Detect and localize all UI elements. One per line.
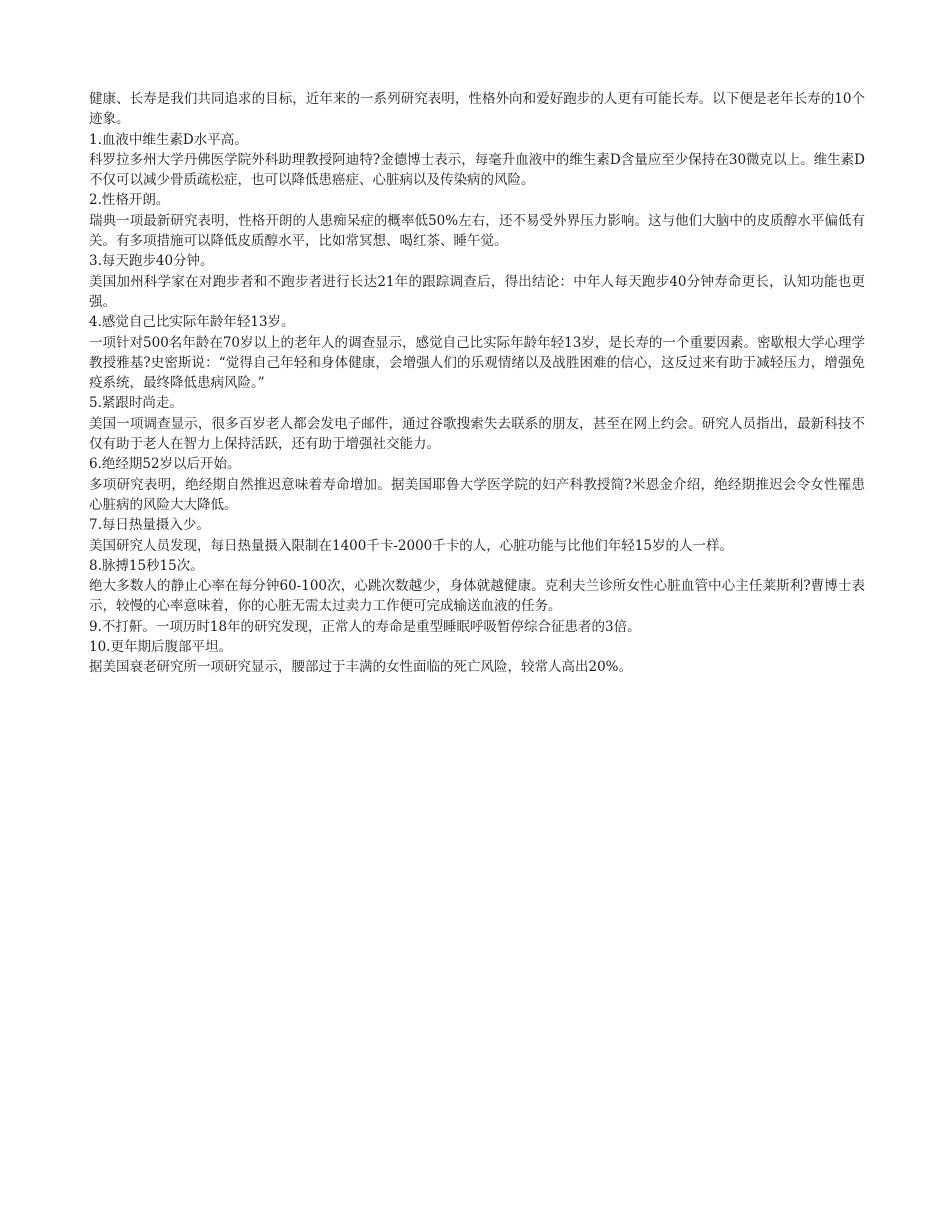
section-heading-1: 1.血液中维生素D水平高。 [89,131,248,148]
section-paragraph-7: 美国研究人员发现，每日热量摄入限制在1400千卡-2000千卡的人，心脏功能与比他们年轻15岁的人一样。 [89,537,733,554]
section-paragraph-6: 多项研究表明，绝经期自然推迟意味着寿命增加。据美国耶鲁大学医学院的妇产科教授简?米恩金介绍，绝经期推迟会令女性罹患心脏病的风险大大降低。 [89,476,865,513]
section-paragraph-2: 瑞典一项最新研究表明，性格开朗的人患痴呆症的概率低50%左右，还不易受外界压力影响。这与他们大脑中的皮质醇水平偏低有关。有多项措施可以降低皮质醇水平，比如常冥想、喝红茶、睡午觉。 [89,212,865,250]
section-heading-3: 3.每天跑步40分钟。 [89,253,214,270]
section-paragraph-1: 科罗拉多州大学丹佛医学院外科助理教授阿迪特?金德博士表示，每毫升血液中的维生素D含量应至少保持在30微克以上。维生素D不仅可以减少骨质疏松症，也可以降低患癌症、心脏病以及传染病的风险。 [89,151,865,189]
section-heading-4: 4.感觉自己比实际年龄年轻13岁。 [89,314,295,331]
section-heading-10: 10.更年期后腹部平坦。 [89,639,232,656]
document-body [89,89,865,678]
intro-paragraph: 健康、长寿是我们共同追求的目标，近年来的一系列研究表明，性格外向和爱好跑步的人更有可能长寿。以下便是老年长寿的10个迹象。 [89,91,865,128]
section-heading-7: 7.每日热量摄入少。 [89,517,210,534]
section-paragraph-5: 美国一项调查显示，很多百岁老人都会发电子邮件，通过谷歌搜索失去联系的朋友，甚至在网上约会。研究人员指出，最新科技不仅有助于老人在智力上保持活跃，还有助于增强社交能力。 [89,415,865,453]
section-heading-2: 2.性格开朗。 [89,192,170,209]
section-paragraph-4: 一项针对500名年龄在70岁以上的老年人的调查显示，感觉自己比实际年龄年轻13岁，是长寿的一个重要因素。密歇根大学心理学教授雅基?史密斯说：“觉得自己年轻和身体健康，会增强人们的乐观情绪以及战胜困难的信心，这反过来有助于减轻压力，增强免疫系统，最终降低患病风险。” [89,334,865,392]
section-paragraph-3: 美国加州科学家在对跑步者和不跑步者进行长达21年的跟踪调查后，得出结论：中年人每天跑步40分钟寿命更长，认知功能也更强。 [89,273,865,310]
section-heading-6: 6.绝经期52岁以后开始。 [89,456,241,473]
section-heading-5: 5.紧跟时尚走。 [89,395,183,412]
section-paragraph-8: 绝大多数人的静止心率在每分钟60-100次，心跳次数越少，身体就越健康。克利夫兰诊所女性心脏血管中心主任莱斯利?曹博士表示，较慢的心率意味着，你的心脏无需太过卖力工作便可完成输送血液的任务。 [89,578,865,615]
section-heading-9: 9.不打鼾。一项历时18年的研究发现，正常人的寿命是重型睡眠呼吸暂停综合征患者的3倍。 [89,618,641,635]
section-paragraph-10: 据美国衰老研究所一项研究显示，腰部过于丰满的女性面临的死亡风险，较常人高出20%。 [89,659,633,676]
section-heading-8: 8.脉搏15秒15次。 [89,557,204,574]
